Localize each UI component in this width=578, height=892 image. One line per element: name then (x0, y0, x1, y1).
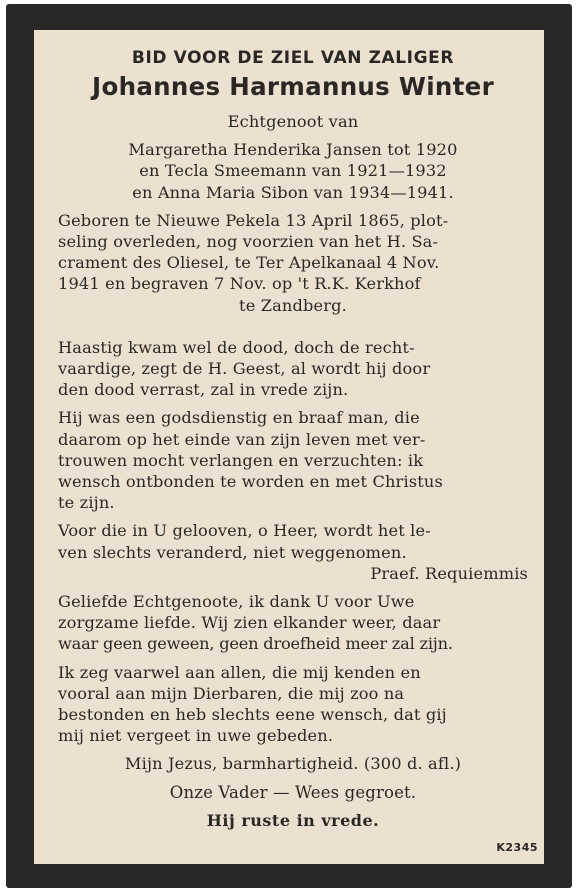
quote-line: Voor die in U gelooven, o Heer, wordt het le- (58, 521, 431, 541)
spouse-intro: Echtgenoot van (227, 112, 359, 131)
biography (58, 210, 528, 316)
rest-in-peace-line: Hij ruste in vrede. (206, 810, 380, 830)
paragraph-line: waar geen geween, geen droefheid meer zal zijn. (58, 634, 453, 654)
biography-line: Geboren te Nieuwe Pekela 13 April 1865, plot- (58, 210, 449, 230)
paragraph-line: trouwen mocht verlangen en verzuchten: ik (58, 450, 424, 470)
card-content (58, 44, 528, 831)
biography-line: seling overleden, nog voorzien van het H. Sa- (58, 232, 439, 252)
character-paragraph (58, 407, 528, 513)
spouse-line: Margaretha Henderika Jansen tot 1920 (128, 140, 458, 160)
paragraph-line: vooral aan mijn Dierbaren, die mij zoo na (58, 683, 405, 703)
scripture-quote (58, 337, 528, 401)
paragraph-line: wensch ontbonden te worden en met Christus (58, 472, 443, 492)
quote-line: vaardige, zegt de H. Geest, al wordt hij door (58, 359, 431, 379)
deceased-name: Johannes Harmannus Winter (92, 72, 494, 101)
farewell-all-paragraph (58, 662, 528, 747)
biography-line: 1941 en begraven 7 Nov. op 't R.K. Kerkhof (58, 274, 421, 294)
prayer-line: Mijn Jezus, barmhartigheid. (300 d. afl.) (124, 754, 462, 774)
paragraph-line: mij niet vergeet in uwe gebeden. (58, 726, 334, 746)
quote-line: Haastig kwam wel de dood, doch de recht- (58, 337, 415, 357)
paragraph-line: te zijn. (58, 493, 115, 513)
paragraph-line: zorgzame liefde. Wij zien elkander weer, daar (58, 613, 441, 633)
biography-line: crament des Oliesel, te Ter Apelkanaal 4 Nov. (58, 253, 440, 273)
onze-vader-line: Onze Vader — Wees gegroet. (169, 782, 417, 802)
quote-line: ven slechts veranderd, niet weggenomen. (58, 542, 407, 562)
quote-line: den dood verrast, zal in vrede zijn. (58, 380, 349, 400)
biography-line: te Zandberg. (239, 295, 347, 315)
paragraph-line: Ik zeg vaarwel aan allen, die mij kenden en (58, 662, 421, 682)
spouse-line: en Tecla Smeemann van 1921—1932 (139, 161, 447, 181)
farewell-spouse-paragraph (58, 591, 528, 655)
paragraph-line: Geliefde Echtgenoote, ik dank U voor Uwe (58, 592, 415, 612)
memorial-card-paper (34, 30, 544, 864)
print-code: K2345 (496, 841, 538, 854)
paragraph-line: bestonden en heb slechts eene wensch, dat gij (58, 705, 447, 725)
memorial-card-border (6, 4, 572, 888)
quote-source: Praef. Requiemmis (370, 563, 528, 583)
paragraph-line: daarom op het einde van zijn leven met ver- (58, 429, 426, 449)
preface-quote (58, 520, 528, 584)
card-header: BID VOOR DE ZIEL VAN ZALIGER (131, 48, 455, 68)
paragraph-line: Hij was een godsdienstig en braaf man, die (58, 408, 420, 428)
spouse-line: en Anna Maria Sibon van 1934—1941. (132, 182, 454, 202)
